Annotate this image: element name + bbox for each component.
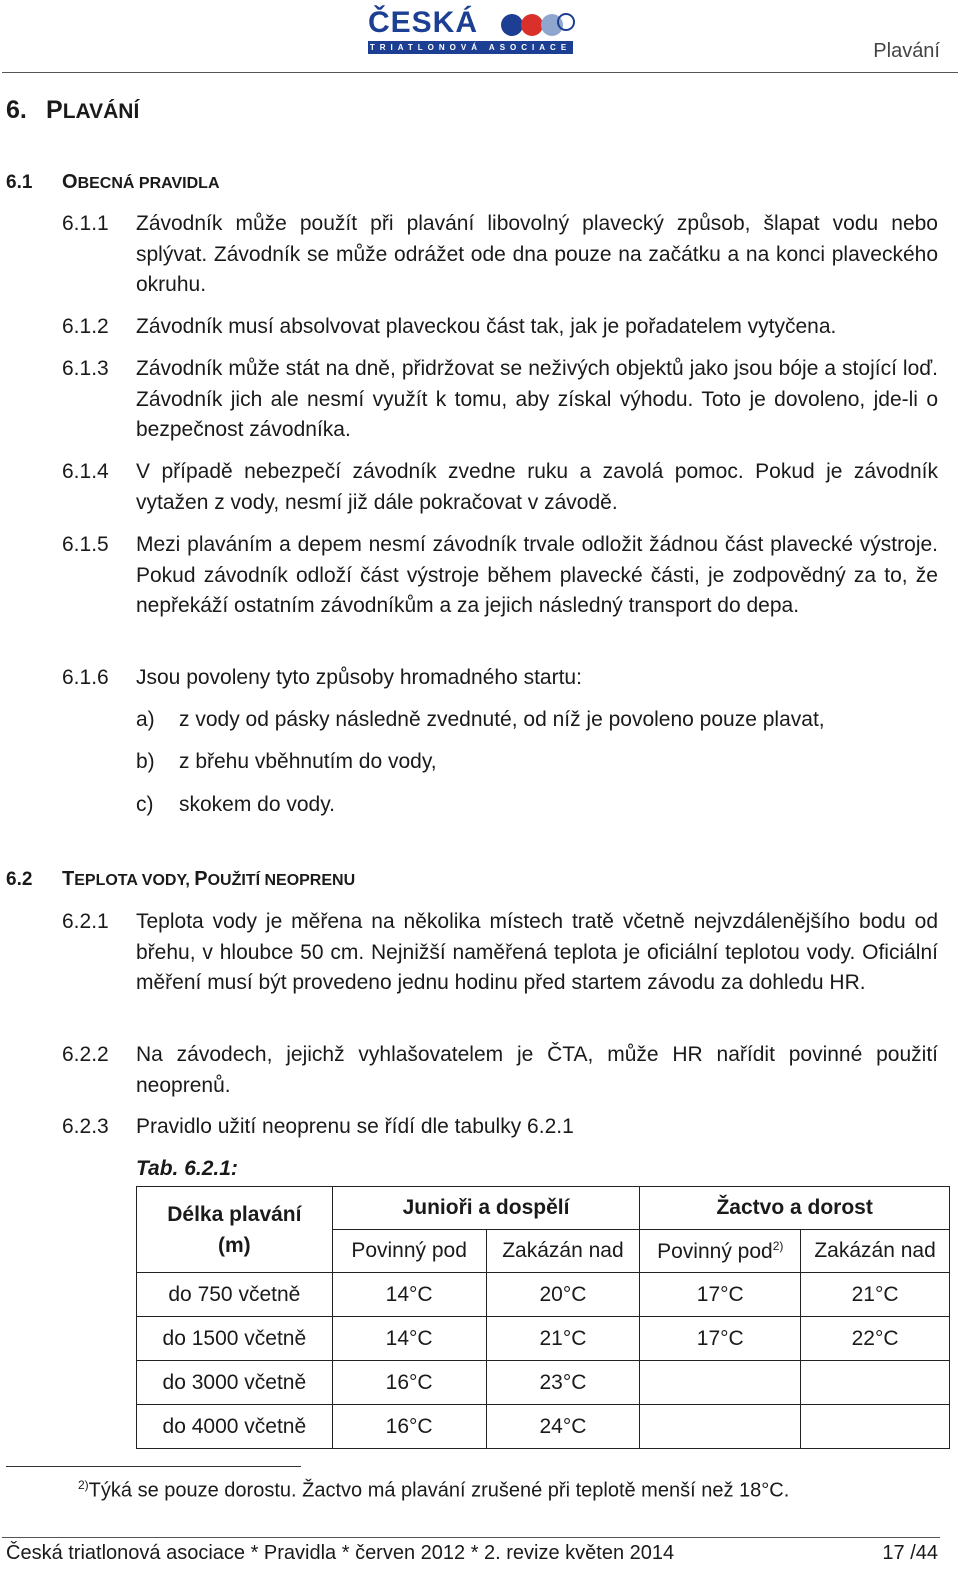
neoprene-table [136, 1186, 950, 1449]
table-row [137, 1317, 950, 1361]
rule-number: 6.1.5 [62, 533, 109, 556]
group-header-juniors: Junioři a dospělí [332, 1187, 640, 1230]
start-option-a [136, 708, 825, 732]
footnote-rule [6, 1466, 301, 1467]
section-heading-6-2 [6, 868, 355, 891]
section-title-part: EPLOTA VODY, [74, 872, 195, 889]
section-title-part: OUŽITÍ NEOPRENU [207, 872, 356, 889]
footnote-ref: 2) [772, 1238, 784, 1253]
rule-number: 6.2.3 [62, 1115, 109, 1138]
rule-item-6-1-5 [62, 530, 938, 622]
chapter-title-rest: LAVÁNÍ [62, 100, 140, 123]
table-cell [801, 1405, 950, 1449]
col-header-line: (m) [218, 1233, 251, 1257]
footnote [78, 1478, 789, 1503]
table-cell: 22°C [801, 1317, 950, 1361]
table-cell: 14°C [332, 1317, 486, 1361]
rule-text: Teplota vody je měřena na několika místech tratě včetně nejvzdálenějšího bodu od břehu, v hloubce 50 cm. Nejnižší naměřená teplota je oficiální teplotou vody. Oficiální měření musí být provedeno jednu hodinu před startem závodu za dohledu HR. [136, 910, 938, 994]
sub-header: Povinný pod [332, 1230, 486, 1273]
table-row [137, 1405, 950, 1449]
table-cell: 23°C [486, 1361, 640, 1405]
chapter-number: 6. [6, 96, 27, 124]
table-cell: 20°C [486, 1273, 640, 1317]
rule-text: Mezi plaváním a depem nesmí závodník trvale odložit žádnou část plavecké výstroje. Pokud závodník odloží část výstroje během plavecké části, je zodpovědný za to, že nepřekáží ostatním závodníkům a za jejich následný transport do depa. [136, 533, 938, 617]
list-label: a) [136, 708, 155, 731]
rule-number: 6.1.3 [62, 357, 109, 380]
list-text: z břehu vběhnutím do vody, [179, 750, 437, 773]
rule-item-6-1-3 [62, 354, 938, 446]
cta-logo [368, 8, 578, 52]
rule-text: Na závodech, jejichž vyhlašovatelem je ČTA, může HR nařídit povinné použití neoprenů. [136, 1043, 938, 1097]
rule-number: 6.1.4 [62, 460, 109, 483]
rule-text: Jsou povoleny tyto způsoby hromadného startu: [136, 666, 582, 689]
rule-text: V případě nebezpečí závodník zvedne ruku a zavolá pomoc. Pokud je závodník vytažen z vody, nesmí již dále pokračovat v závodě. [136, 460, 938, 514]
table-row [137, 1273, 950, 1317]
table-cell: 21°C [801, 1273, 950, 1317]
chapter-title-initial: P [46, 96, 63, 124]
rule-text: Pravidlo užití neoprenu se řídí dle tabulky 6.2.1 [136, 1115, 574, 1138]
logo-tagline: TRIATLONOVÁ ASOCIACE [369, 43, 572, 52]
rule-item-6-1-2 [62, 312, 938, 343]
table-cell: 17°C [640, 1273, 801, 1317]
section-title-part: P [194, 868, 208, 890]
table-cell [801, 1361, 950, 1405]
table-cell: 21°C [486, 1317, 640, 1361]
rule-item-6-1-4 [62, 457, 938, 518]
rule-text: Závodník může použít při plavání libovolný plavecký způsob, šlapat vodu nebo splývat. Závodník se může odrážet ode dna pouze na začátku a na konci plaveckého okruhu. [136, 212, 938, 296]
sub-header: Zakázán nad [801, 1230, 950, 1273]
logo-brand: ČESKÁ [368, 6, 479, 39]
table-cell: 14°C [332, 1273, 486, 1317]
table-cell: do 1500 včetně [137, 1317, 333, 1361]
table-header-row [137, 1187, 950, 1230]
table-cell: do 750 včetně [137, 1273, 333, 1317]
rule-item-6-1-6 [62, 663, 938, 694]
rule-text: Závodník může stát na dně, přidržovat se neživých objektů jako jsou bóje a stojící loď. Závodník jich ale nesmí využít k tomu, aby získal výhodu. Toto je dovoleno, jde-li o bezpečnost závodníka. [136, 357, 938, 441]
rule-number: 6.1.2 [62, 315, 109, 338]
list-label: c) [136, 793, 154, 816]
section-number: 6.2 [6, 869, 33, 890]
logo-rings-icon [498, 10, 578, 40]
table-caption: Tab. 6.2.1: [136, 1157, 238, 1180]
footer-text: Česká triatlonová asociace * Pravidla * červen 2012 * 2. revize květen 2014 [6, 1542, 675, 1564]
list-text: z vody od pásky následně zvednuté, od níž je povoleno pouze plavat, [179, 708, 825, 731]
footnote-mark: 2) [78, 1478, 89, 1492]
section-number: 6.1 [6, 172, 33, 193]
table-cell: 16°C [332, 1361, 486, 1405]
section-title-part: BECNÁ PRAVIDLA [77, 175, 220, 192]
list-label: b) [136, 750, 155, 773]
section-title-part: O [62, 171, 78, 193]
header-rule [2, 72, 958, 73]
table-row [137, 1361, 950, 1405]
sub-header: Povinný pod [657, 1239, 773, 1263]
rule-text: Závodník musí absolvovat plaveckou část tak, jak je pořadatelem vytyčena. [136, 315, 837, 338]
table-cell: 24°C [486, 1405, 640, 1449]
running-header: Plavání [873, 40, 940, 62]
sub-header-with-note [640, 1230, 801, 1273]
col-header-distance [137, 1187, 333, 1273]
start-option-b [136, 750, 437, 774]
rule-item-6-2-1 [62, 907, 938, 999]
table-cell [640, 1405, 801, 1449]
footnote-text: Týká se pouze dorostu. Žactvo má plavání zrušené při teplotě menší než 18°C. [88, 1479, 790, 1502]
table-cell: 17°C [640, 1317, 801, 1361]
group-header-youth: Žactvo a dorost [640, 1187, 950, 1230]
table-cell: do 3000 včetně [137, 1361, 333, 1405]
col-header-line: Délka plavání [167, 1202, 302, 1226]
table-cell [640, 1361, 801, 1405]
start-option-c [136, 793, 335, 817]
page-number: 17 /44 [882, 1542, 938, 1564]
table-cell: do 4000 včetně [137, 1405, 333, 1449]
footer-rule [2, 1537, 940, 1538]
rule-item-6-2-2 [62, 1040, 938, 1101]
rule-number: 6.1.1 [62, 212, 109, 235]
list-text: skokem do vody. [179, 793, 336, 816]
rule-number: 6.1.6 [62, 666, 109, 689]
rule-item-6-2-3 [62, 1112, 938, 1143]
table-cell: 16°C [332, 1405, 486, 1449]
rule-number: 6.2.2 [62, 1043, 109, 1066]
rule-number: 6.2.1 [62, 910, 109, 933]
chapter-title [6, 96, 139, 125]
rule-item-6-1-1 [62, 209, 938, 301]
section-title-part: T [62, 868, 75, 890]
section-heading-6-1 [6, 171, 220, 194]
sub-header: Zakázán nad [486, 1230, 640, 1273]
